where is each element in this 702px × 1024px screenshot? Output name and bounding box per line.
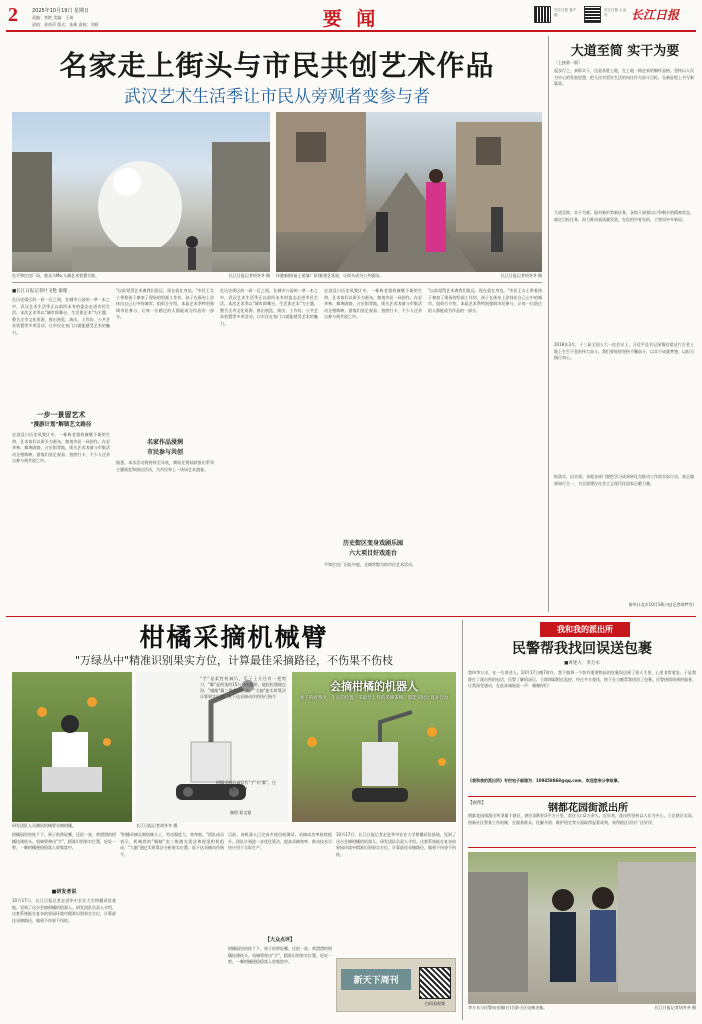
orange-body-col2: "柑橘采摘长期依赖人工，劳动强度大、效率低。"团队成员表示，机械臂的"眼睛"由三维激光雷达和视觉相机组成，"大脑"通过实时算法分析果实位置，再下达采摘动作指令。 [120,832,224,857]
orange-subhead: "万绿丛中"精准识别果实方位，计算最佳采摘路径，不伤果不伤枝 [74,654,394,667]
lead-body-col1: 在历史街区的一砖一瓦之间，在城市公园的一草一木之中，武汉艺术生活季正以前所未有的姿态走进市民生活。本次艺术季以"城市即舞台、生活即艺术"为主题，整合全市文化资源，推出展览、演出、工作坊、公共艺术装置等多项活动，让市民在家门口就能感受艺术的魅力。 [12,297,110,335]
section-title: 要 闻 [322,8,380,30]
orange-body-col1b: 10月17日，长江日报记者走进华中农业大学柑橘试验基地，见到了这台会摘柑橘的机器人。研发团队负责人介绍，这套系统能在复杂的果园环境中精准识别果实方位，计算最佳采摘路径，做到不伤果不伤枝。 [12,898,116,923]
orange-body-col1: 柑橘园里的枝丫下，果子的带轻哪，还很一束，黄澄澄的柑橘挂满枝头。机械臂伸出"手"，精准识别果实位置，轻轻一剪，一颗柑橘便稳稳落入收集筐中。 [12,832,116,851]
orange-sub-news: ■研发者说 [51,889,77,895]
police-photo [468,852,696,1004]
police-photo-caption: 李万水与民警向光城(右)合影小区电梯走廊。 [468,1005,548,1010]
masthead-rule [6,30,696,32]
lead-subhead-3: 历史街区变身戏剧乐园 [342,540,403,547]
orange-photo-right [292,672,456,822]
lead-body-col1b: 走进汉口历史风貌区中，一栋栋老建筑被赋予新的生命，艺术家们以街头为画布，邀请市民一同创作。在昙华林、黎黄陂路、吉庆街等地，街头艺术表演与市集活动交相辉映，游客们驻足观看、拍照打卡，不少人还亲自参与到共创之中。 [12,432,110,464]
police-box-title: 钢都花园街派出所 [548,803,628,814]
robot-arm-caption: 柑橘采摘机械臂有"手"有"脚"，还有"眼睛"和"大脑" [216,780,276,792]
lead-photo1-credit: 长江日报记者胡冬冬 摄 [228,273,270,278]
right-body-a: 起步行之，真抓实干，这是从胜上地，在上地一路走来的胸怀品格。坚持以人民为中心的发展思想，把人民对美好生活的向往作为奋斗目标，在新征程上书写新篇章。 [554,68,694,87]
lead-subhead: 武汉艺术生活季让市民从旁观者变参与者 [124,87,430,107]
paper-logo: 长江日报 [631,8,680,22]
lead-body-col2: "以前觉得艺术离我们很远，现在就在身边。"市民王女士带着孩子参加了现场的绘画工作坊，孩子在画布上涂抹出自己心中的城市。组织方介绍，本届艺术季特别强调市民参与，让每一位路过的人都能成为作品的一部分。 [116,288,214,320]
lead-byline: ■长江日报记者叶飞艳 秦瑾 [12,289,68,294]
police-body: 我叫李万水，在一位讲述人。10月17日晚7时许，我不慎将一个装有重要物品的包裹误送到了别人手里，心里非常着急。于是我拨打了派出所的电话，民警了解情况后，立即调取附近监控，经过多方查找，终于在当晚帮我找回了包裹。民警热情周到的服务，让我深受感动，在此真诚地说一声：谢谢你们！ [468,670,696,689]
robot-arm-credit: 制图 彩文雅 [230,810,252,815]
orange-sub-visit: 【大众点评】 [264,937,295,943]
right-body-d: 抓落实，出实效。各地各部门要把学习成果转化为推动工作的实际行动，真正做到知行合一，为全面建设社会主义现代化国家贡献力量。 [554,474,694,486]
banner-qr-icon [419,967,451,999]
police-hotline: 《我和我的派出所》专栏电子邮箱为：109458868@qq.com，欢迎您来分享故事。 [468,778,622,783]
editor-line: 责编：李艳 美编：王琦 [32,15,74,20]
proof-line: 责校：金尚萍 版式：朱彬 责校：刘莉 [32,22,99,27]
orange-photo-caption: 研发团队人员测试机械臂采摘柑橘。 [12,823,76,828]
police-byline: ■讲述人：李万水 [564,661,600,666]
right-sign: （上接第一版） [554,60,582,65]
police-box-desc: 钢都花园街派出所隶属于辖区，辖区面积约3平方公里，常住人口2万余人。近年来，派出所坚持以人民为中心，立足辖区实际，创新社区警务工作机制，在服务群众、化解矛盾、维护稳定等方面取得显著成效，获得辖区居民广泛好评。 [468,813,696,825]
police-box-label: 【画像】 [468,801,486,806]
lead-subhead-1b: "漫游计划"解锁艺文路径 [30,422,92,428]
orange-body-col3: 目前，该机器人已完成多轮田间测试，采摘成功率持续提升。团队计划进一步优化算法，提高采摘效率，推动技术尽快应用于实际生产。 [228,832,332,851]
orange-photo-left [12,672,132,822]
lead-subhead-1: 一步一景留艺术 [36,410,86,419]
orange-body-col3b: 柑橘园里的枝丫下，果子的带轻哪，还很一束，黄澄澄的柑橘挂满枝头。机械臂伸出"手"，精准识别果实位置，轻轻一剪，一颗柑橘便稳稳落入收集筐中。 [228,946,332,965]
lead-footer-note: 平和打包厂旧址中庭，光绸营散为的市民艺术活动。 [324,562,416,567]
small-tag-1: 长江日报 客户端 [554,8,577,17]
police-photo-credit: 长江日报记者胡冬冬 摄 [654,1005,696,1010]
lead-body-col3: 在历史街区的一砖一瓦之间，在城市公园的一草一木之中，武汉艺术生活季正以前所未有的姿态走进市民生活。本次艺术季以"城市即舞台、生活即艺术"为主题，整合全市文化资源，推出展览、演出、工作坊、公共艺术装置等多项活动，让市民在家门口就能感受艺术的魅力。 [220,288,318,326]
right-body-c: 2018年3月，十三届全国人大一次会议上，习近平总书记深情回望这片古老土地上生生不息的伟大奋斗。我们要始终坚持不懈奋斗，以实干成就梦想，以担当践行初心。 [554,342,694,361]
lead-body-col5: "以前觉得艺术离我们很远，现在就在身边。"市民王女士带着孩子参加了现场的绘画工作坊，孩子在画布上涂抹出自己心中的城市。组织方介绍，本届艺术季特别强调市民参与，让每一位路过的人都能成为作品的一部分。 [428,288,542,313]
lead-photo-rule [12,282,542,283]
mid-page-rule [6,616,696,617]
right-headline: 大道至简 实干为要 [570,44,680,59]
date-line: 2025年10月19日 星期日 [32,8,90,14]
lead-subhead-3b: 六大项目好戏连台 [348,550,397,557]
qr-code-icon [534,6,551,23]
right-column-divider [548,36,549,612]
page-number: 2 [8,4,18,26]
qr-code-icon [584,6,601,23]
police-box [468,796,696,848]
small-tag-2: 长江日报 公众号 [604,8,627,17]
lead-photo-street [276,112,542,272]
right-body-b: 大道至简，实干为要。面对新形势新任务，各级干部要以只争朝夕的精神状态，锚定目标任务，奋力推动高质量发展，在危机中育先机、于变局中开新局。 [554,210,694,222]
right-source: 新华社北京10月18日电(记者胡梦雪) [628,602,694,607]
photo-right-desc: 果子的成熟度、生长的位置、采取什么样的采摘策略，都能实时计算并行动 [299,696,449,701]
lead-subhead-2: 名家作品浸润 [146,439,183,446]
police-headline: 民警帮我找回误送包裹 [512,641,652,657]
lead-photo-sculpture [12,112,270,272]
orange-body-col4: 10月17日，长江日报记者走进华中农业大学柑橘试验基地，见到了这台会摘柑橘的机器人。研发团队负责人介绍，这套系统能在复杂的果园环境中精准识别果实方位，计算最佳采摘路径，做到不伤果不伤枝。 [336,832,456,857]
photo-right-title: 会摘柑橘的机器人 [330,680,418,693]
lead-body-col2b: 据悉，本次活动将持续至年底，期间还将陆续推出系列主题展览和演出活动，为市民奉上一场场艺术盛宴。 [116,460,214,472]
lead-subhead-2b: 市民参与共创 [146,449,183,456]
lead-photo1-caption: 在平和打包厂场，观众与Mo.人偶艺术装置合影。 [12,273,100,278]
robot-callout: "手"是柔性机械爪，爪子上方还有一把剪刀，"脚"是两条约15公分的履带，能轻松爬坡过沟，"眼睛"藏三维激光雷达、"大脑"能实时算法计算果实位置，并下达采摘动作的执行指令 [200,676,286,699]
police-section: 我和我的派出所 [540,622,630,637]
lead-headline: 名家走上街头与市民共创艺术作品 [59,49,495,82]
weekly-banner [336,958,456,1012]
lead-photo2-caption: 环港新街(前土尾墙厂)旧新貌艺延展，让街头成为公共剧场。 [276,273,384,278]
police-divider [462,620,463,1020]
lead-body-col4: 走进汉口历史风貌区中，一栋栋老建筑被赋予新的生命，艺术家们以街头为画布，邀请市民一同创作。在昙华林、黎黄陂路、吉庆街等地，街头艺术表演与市集活动交相辉映，游客们驻足观看、拍照打卡，不少人还亲自参与到共创之中。 [324,288,422,320]
banner-text: 新天下周刊 [341,969,411,990]
banner-qr-label: 扫码看视频 [425,1001,445,1006]
orange-headline: 柑橘采摘机械臂 [139,623,329,652]
lead-photo2-credit: 长江日报记者胡冬冬 摄 [500,273,542,278]
orange-photo-credit: 长江日报记者胡冬冬 摄 [136,823,178,828]
